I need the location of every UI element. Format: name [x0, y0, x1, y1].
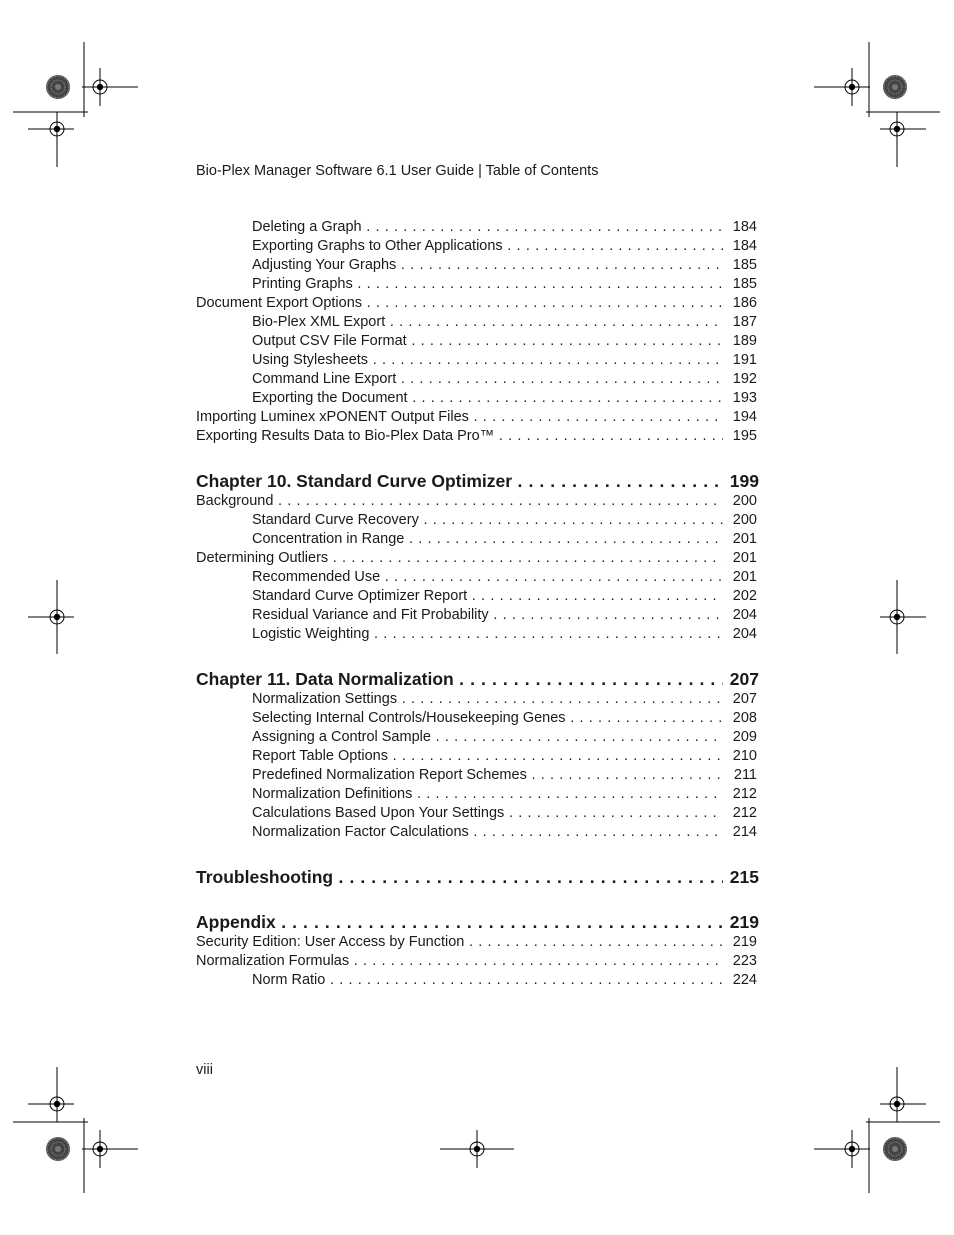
- toc-entry-title: Determining Outliers . . .: [196, 549, 723, 568]
- toc-entry[interactable]: [196, 256, 759, 275]
- toc-entry-title: Normalization Factor Calculations . . .: [252, 823, 723, 842]
- toc-entry-page: 202: [732, 588, 757, 604]
- toc-entry-page: 201: [732, 531, 757, 547]
- toc-chapter-heading[interactable]: [196, 866, 759, 888]
- toc-entry[interactable]: [196, 313, 759, 332]
- toc-entry[interactable]: [196, 709, 759, 728]
- toc-entry-page: 185: [732, 276, 757, 292]
- toc-entry[interactable]: [196, 747, 759, 766]
- toc-entry-title: Selecting Internal Controls/Housekeeping Genes . . .: [252, 709, 723, 728]
- toc-entry-page: 223: [732, 953, 757, 969]
- toc-entry[interactable]: [196, 804, 759, 823]
- running-header: Bio-Plex Manager Software 6.1 User Guide | Table of Contents: [196, 163, 599, 179]
- toc-entry[interactable]: [196, 568, 759, 587]
- toc-entry[interactable]: [196, 933, 759, 952]
- toc-entry-page: 194: [732, 409, 757, 425]
- toc-entry-title: Normalization Definitions . . .: [252, 785, 723, 804]
- chapter-page: 215: [729, 867, 759, 887]
- toc-entry-page: 200: [732, 512, 757, 528]
- toc-entry-title: Logistic Weighting . . .: [252, 625, 723, 644]
- toc-entry[interactable]: [196, 549, 759, 568]
- toc-entry-page: 212: [732, 805, 757, 821]
- toc-entry-title: Predefined Normalization Report Schemes . . .: [252, 766, 723, 785]
- toc-entry-page: 200: [732, 493, 757, 509]
- toc-entry[interactable]: [196, 275, 759, 294]
- toc-entry[interactable]: [196, 766, 759, 785]
- toc-entry[interactable]: [196, 785, 759, 804]
- toc-entry[interactable]: [196, 370, 759, 389]
- toc-entry-page: 214: [732, 824, 757, 840]
- toc-entry-page: 219: [732, 934, 757, 950]
- toc-entry-title: Exporting Results Data to Bio-Plex Data Pro™ . . .: [196, 427, 723, 446]
- toc-entry-page: 204: [732, 607, 757, 623]
- toc-entry-title: Printing Graphs . . .: [252, 275, 723, 294]
- toc-entry-page: 186: [732, 295, 757, 311]
- chapter-page: 199: [729, 471, 759, 491]
- toc-entry-page: 192: [732, 371, 757, 387]
- toc-entry[interactable]: [196, 728, 759, 747]
- toc-entry-title: Background . . .: [196, 492, 723, 511]
- toc-entry-title: Bio-Plex XML Export . . .: [252, 313, 723, 332]
- table-of-contents: [196, 218, 759, 990]
- toc-entry-page: 208: [732, 710, 757, 726]
- toc-entry-title: Normalization Formulas . . .: [196, 952, 723, 971]
- toc-entry-title: Security Edition: User Access by Function . . .: [196, 933, 723, 952]
- toc-entry-page: 201: [732, 550, 757, 566]
- chapter-title: Chapter 10. Standard Curve Optimizer . . .: [196, 470, 723, 492]
- toc-entry[interactable]: [196, 492, 759, 511]
- toc-entry-title: Assigning a Control Sample . . .: [252, 728, 723, 747]
- toc-entry-page: 201: [732, 569, 757, 585]
- toc-entry[interactable]: [196, 530, 759, 549]
- chapter-page: 219: [729, 912, 759, 932]
- chapter-title: Chapter 11. Data Normalization . . .: [196, 668, 723, 690]
- toc-entry-page: 207: [732, 691, 757, 707]
- toc-entry-page: 195: [732, 428, 757, 444]
- chapter-title: Appendix . . .: [196, 911, 723, 933]
- toc-entry[interactable]: [196, 606, 759, 625]
- toc-entry-title: Document Export Options . . .: [196, 294, 723, 313]
- toc-entry[interactable]: [196, 332, 759, 351]
- toc-entry-page: 193: [732, 390, 757, 406]
- toc-entry[interactable]: [196, 408, 759, 427]
- toc-entry-title: Normalization Settings . . .: [252, 690, 723, 709]
- toc-entry-title: Norm Ratio . . .: [252, 971, 723, 990]
- toc-entry[interactable]: [196, 427, 759, 446]
- toc-entry-title: Command Line Export . . .: [252, 370, 723, 389]
- toc-entry[interactable]: [196, 237, 759, 256]
- toc-entry-title: Report Table Options . . .: [252, 747, 723, 766]
- toc-entry-page: 224: [732, 972, 757, 988]
- toc-entry-page: 185: [732, 257, 757, 273]
- toc-entry-title: Concentration in Range . . .: [252, 530, 723, 549]
- chapter-title: Troubleshooting . . .: [196, 866, 723, 888]
- toc-chapter-heading[interactable]: [196, 911, 759, 933]
- toc-entry[interactable]: [196, 389, 759, 408]
- toc-entry[interactable]: [196, 625, 759, 644]
- toc-entry-page: 189: [732, 333, 757, 349]
- toc-entry-page: 211: [733, 767, 757, 783]
- toc-entry-page: 184: [732, 219, 757, 235]
- chapter-page: 207: [729, 669, 759, 689]
- toc-entry-page: 191: [732, 352, 757, 368]
- toc-entry[interactable]: [196, 294, 759, 313]
- toc-entry-page: 209: [732, 729, 757, 745]
- toc-entry[interactable]: [196, 587, 759, 606]
- toc-entry[interactable]: [196, 823, 759, 842]
- toc-entry-title: Standard Curve Recovery . . .: [252, 511, 723, 530]
- toc-entry-title: Exporting the Document . . .: [252, 389, 723, 408]
- toc-entry-title: Adjusting Your Graphs . . .: [252, 256, 723, 275]
- toc-entry[interactable]: [196, 351, 759, 370]
- toc-entry-title: Deleting a Graph . . .: [252, 218, 723, 237]
- toc-entry[interactable]: [196, 952, 759, 971]
- toc-entry-page: 210: [732, 748, 757, 764]
- toc-entry-page: 187: [732, 314, 757, 330]
- toc-entry-title: Output CSV File Format . . .: [252, 332, 723, 351]
- toc-entry-page: 204: [732, 626, 757, 642]
- toc-chapter-heading[interactable]: [196, 470, 759, 492]
- toc-entry-title: Exporting Graphs to Other Applications . . .: [252, 237, 723, 256]
- toc-entry-title: Standard Curve Optimizer Report . . .: [252, 587, 723, 606]
- toc-entry-title: Importing Luminex xPONENT Output Files . . .: [196, 408, 723, 427]
- toc-entry-page: 184: [732, 238, 757, 254]
- toc-entry-title: Using Stylesheets . . .: [252, 351, 723, 370]
- toc-entry[interactable]: [196, 218, 759, 237]
- toc-entry[interactable]: [196, 511, 759, 530]
- toc-entry-title: Residual Variance and Fit Probability . . .: [252, 606, 723, 625]
- toc-entry[interactable]: [196, 690, 759, 709]
- toc-chapter-heading[interactable]: [196, 668, 759, 690]
- toc-entry-title: Recommended Use . . .: [252, 568, 723, 587]
- page-number: viii: [196, 1062, 213, 1078]
- toc-entry-page: 212: [732, 786, 757, 802]
- toc-entry-title: Calculations Based Upon Your Settings . . .: [252, 804, 723, 823]
- toc-entry[interactable]: [196, 971, 759, 990]
